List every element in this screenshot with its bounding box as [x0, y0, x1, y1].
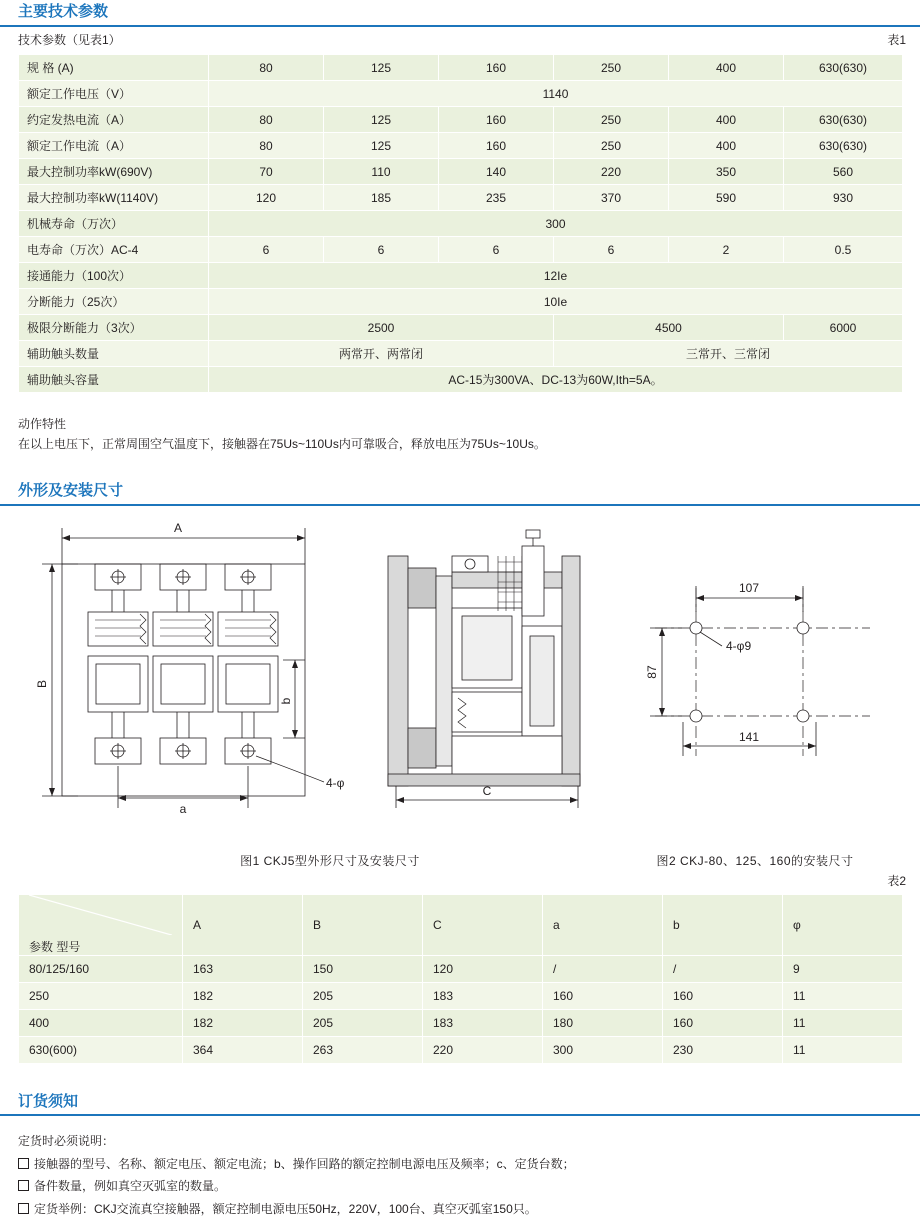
- col-head-A: A: [183, 894, 303, 955]
- spec-cell: 300: [209, 211, 903, 237]
- spec-cell: 160: [439, 107, 554, 133]
- dim-cell: /: [543, 955, 663, 982]
- spec-cell: 2: [669, 237, 784, 263]
- dim-cell: 182: [183, 1009, 303, 1036]
- order-divider: [0, 1114, 920, 1116]
- table-row: [19, 159, 903, 185]
- action-text: 在以上电压下，正常周围空气温度下，接触器在75Us~110Us内可靠吸合，释放电压为75Us~10Us。: [18, 436, 546, 451]
- corner-model-label: 型号: [56, 939, 81, 954]
- table-row: [19, 289, 903, 315]
- figures-area: [0, 516, 920, 846]
- spec-cell: 630(630): [784, 55, 903, 81]
- dim-cell: /: [663, 955, 783, 982]
- spec-cell: 220: [554, 159, 669, 185]
- table-row: [19, 237, 903, 263]
- spec-row-label: 电寿命（万次）AC-4: [19, 237, 209, 263]
- spec-cell: 400: [669, 55, 784, 81]
- spec-cell: 110: [324, 159, 439, 185]
- dim-cell: 364: [183, 1036, 303, 1063]
- params-section: [0, 0, 920, 393]
- spec-row-label: 额定工作电压（V）: [19, 81, 209, 107]
- dim-cell: 163: [183, 955, 303, 982]
- spec-cell: 930: [784, 185, 903, 211]
- svg-text:C: C: [482, 783, 492, 798]
- order-item-3: [18, 1198, 920, 1221]
- dim-cell: 160: [543, 982, 663, 1009]
- spec-table: [18, 54, 903, 393]
- dims-divider: [0, 504, 920, 506]
- dim-row-model: 80/125/160: [19, 955, 183, 982]
- spec-cell: AC-15为300VA、DC-13为60W,Ith=5A。: [209, 367, 903, 393]
- spec-cell: 6: [554, 237, 669, 263]
- spec-row-label: 最大控制功率kW(690V): [19, 159, 209, 185]
- spec-cell: 80: [209, 107, 324, 133]
- dim-cell: 150: [303, 955, 423, 982]
- page-title: 主要技术参数: [18, 3, 109, 20]
- svg-text:a: a: [179, 801, 187, 816]
- spec-cell: 400: [669, 107, 784, 133]
- spec-row-label: 约定发热电流（A）: [19, 107, 209, 133]
- checkbox-icon[interactable]: [18, 1158, 29, 1169]
- table-row: [19, 367, 903, 393]
- dim-cell: 205: [303, 1009, 423, 1036]
- spec-cell: 10Ie: [209, 289, 903, 315]
- table-row: [19, 55, 903, 81]
- spec-cell: 6000: [784, 315, 903, 341]
- spec-cell: 6: [439, 237, 554, 263]
- spec-cell: 400: [669, 133, 784, 159]
- title-divider: [0, 25, 920, 27]
- order-item-1-text: 接触器的型号、名称、额定电压、额定电流；b、操作回路的额定控制电源电压及频率；c、定货台数；: [34, 1156, 575, 1171]
- table-row: [19, 1009, 903, 1036]
- svg-text:141: 141: [738, 729, 760, 744]
- order-item-3-text: 定货举例：CKJ交流真空接触器，额定控制电源电压50Hz，220V，100台、真空灭弧室150只。: [34, 1202, 537, 1217]
- dim-cell: 11: [783, 982, 903, 1009]
- dim-row-model: 250: [19, 982, 183, 1009]
- dim-cell: 180: [543, 1009, 663, 1036]
- spec-cell: 120: [209, 185, 324, 211]
- dim-row-model: 630(600): [19, 1036, 183, 1063]
- spec-row-label: 规 格 (A): [19, 55, 209, 81]
- action-heading: 动作特性: [18, 417, 67, 431]
- svg-text:b: b: [279, 697, 293, 704]
- spec-cell: 235: [439, 185, 554, 211]
- dims-title: 外形及安装尺寸: [18, 481, 124, 499]
- checkbox-icon[interactable]: [18, 1203, 29, 1214]
- table-row: [19, 341, 903, 367]
- table1-label: 表1: [887, 33, 906, 47]
- table-row: [19, 81, 903, 107]
- spec-row-label: 辅助触头数量: [19, 341, 209, 367]
- dim-cell: 182: [183, 982, 303, 1009]
- svg-text:107: 107: [738, 580, 760, 595]
- spec-cell: 6: [324, 237, 439, 263]
- order-intro: 定货时必须说明：: [18, 1133, 115, 1148]
- dim-cell: 220: [423, 1036, 543, 1063]
- spec-cell: 80: [209, 55, 324, 81]
- order-item-2-text: 备件数量，例如真空灭弧室的数量。: [34, 1179, 227, 1194]
- figure-captions: [0, 852, 920, 872]
- spec-row-label: 分断能力（25次）: [19, 289, 209, 315]
- table-row: [19, 263, 903, 289]
- spec-cell: 125: [324, 107, 439, 133]
- order-title: 订货须知: [18, 1092, 79, 1110]
- dim-cell: 9: [783, 955, 903, 982]
- spec-row-label: 机械寿命（万次）: [19, 211, 209, 237]
- params-subtitle: 技术参数（见表1）: [18, 33, 121, 47]
- table-row: [19, 982, 903, 1009]
- dim-cell: 300: [543, 1036, 663, 1063]
- dim-cell: 183: [423, 982, 543, 1009]
- spec-cell: 160: [439, 55, 554, 81]
- corner-cell: [19, 894, 183, 955]
- spec-cell: 125: [324, 133, 439, 159]
- table-row: [19, 107, 903, 133]
- table-row: [19, 211, 903, 237]
- spec-row-label: 额定工作电流（A）: [19, 133, 209, 159]
- spec-cell: 125: [324, 55, 439, 81]
- spec-cell: 350: [669, 159, 784, 185]
- spec-cell: 630(630): [784, 107, 903, 133]
- action-characteristics: [18, 415, 920, 455]
- fig1-caption: 图1 CKJ5型外形尺寸及安装尺寸: [240, 853, 420, 868]
- spec-row-label: 最大控制功率kW(1140V): [19, 185, 209, 211]
- dim-cell: 11: [783, 1009, 903, 1036]
- spec-cell: 三常开、三常闭: [554, 341, 903, 367]
- spec-cell: 250: [554, 55, 669, 81]
- spec-cell: 70: [209, 159, 324, 185]
- spec-cell: 560: [784, 159, 903, 185]
- spec-cell: 160: [439, 133, 554, 159]
- spec-cell: 80: [209, 133, 324, 159]
- col-head-C: C: [423, 894, 543, 955]
- dim-cell: 183: [423, 1009, 543, 1036]
- spec-row-label: 接通能力（100次）: [19, 263, 209, 289]
- order-notice: [18, 1130, 920, 1221]
- fig2-caption: 图2 CKJ-80、125、160的安装尺寸: [656, 853, 854, 868]
- dim-cell: 230: [663, 1036, 783, 1063]
- spec-cell: 两常开、两常闭: [209, 341, 554, 367]
- spec-cell: 2500: [209, 315, 554, 341]
- spec-cell: 590: [669, 185, 784, 211]
- corner-param-label: 参数: [29, 939, 54, 954]
- svg-text:4-φ: 4-φ: [326, 775, 345, 790]
- order-item-1: [18, 1153, 920, 1176]
- dim-cell: 205: [303, 982, 423, 1009]
- table-row: [19, 185, 903, 211]
- spec-cell: 370: [554, 185, 669, 211]
- svg-text:B: B: [35, 679, 49, 688]
- dim-row-model: 400: [19, 1009, 183, 1036]
- col-head-phi: φ: [783, 894, 903, 955]
- svg-text:A: A: [173, 520, 183, 535]
- spec-cell: 250: [554, 133, 669, 159]
- table-row: [19, 955, 903, 982]
- dims-section: [0, 479, 920, 506]
- spec-cell: 250: [554, 107, 669, 133]
- checkbox-icon[interactable]: [18, 1180, 29, 1191]
- col-head-b: b: [663, 894, 783, 955]
- table-row: [19, 133, 903, 159]
- spec-cell: 6: [209, 237, 324, 263]
- corner-diagonal-icon: [29, 895, 172, 935]
- spec-row-label: 辅助触头容量: [19, 367, 209, 393]
- dim-cell: 11: [783, 1036, 903, 1063]
- spec-cell: 4500: [554, 315, 784, 341]
- technical-drawings: [0, 516, 920, 846]
- table-row: [19, 1036, 903, 1063]
- spec-cell: 630(630): [784, 133, 903, 159]
- spec-cell: 12Ie: [209, 263, 903, 289]
- dim-cell: 160: [663, 1009, 783, 1036]
- table2-label: 表2: [887, 873, 906, 888]
- spec-cell: 0.5: [784, 237, 903, 263]
- spec-cell: 185: [324, 185, 439, 211]
- dim-cell: 263: [303, 1036, 423, 1063]
- svg-text:87: 87: [645, 664, 659, 679]
- spec-row-label: 极限分断能力（3次）: [19, 315, 209, 341]
- col-head-a: a: [543, 894, 663, 955]
- dimension-table: [18, 894, 903, 1064]
- spec-cell: 140: [439, 159, 554, 185]
- spec-cell: 1140: [209, 81, 903, 107]
- table-row: [19, 315, 903, 341]
- order-item-2: [18, 1175, 920, 1198]
- dim-cell: 120: [423, 955, 543, 982]
- svg-text:4-φ9: 4-φ9: [726, 638, 752, 653]
- table-header-row: [19, 894, 903, 955]
- dim-cell: 160: [663, 982, 783, 1009]
- col-head-B: B: [303, 894, 423, 955]
